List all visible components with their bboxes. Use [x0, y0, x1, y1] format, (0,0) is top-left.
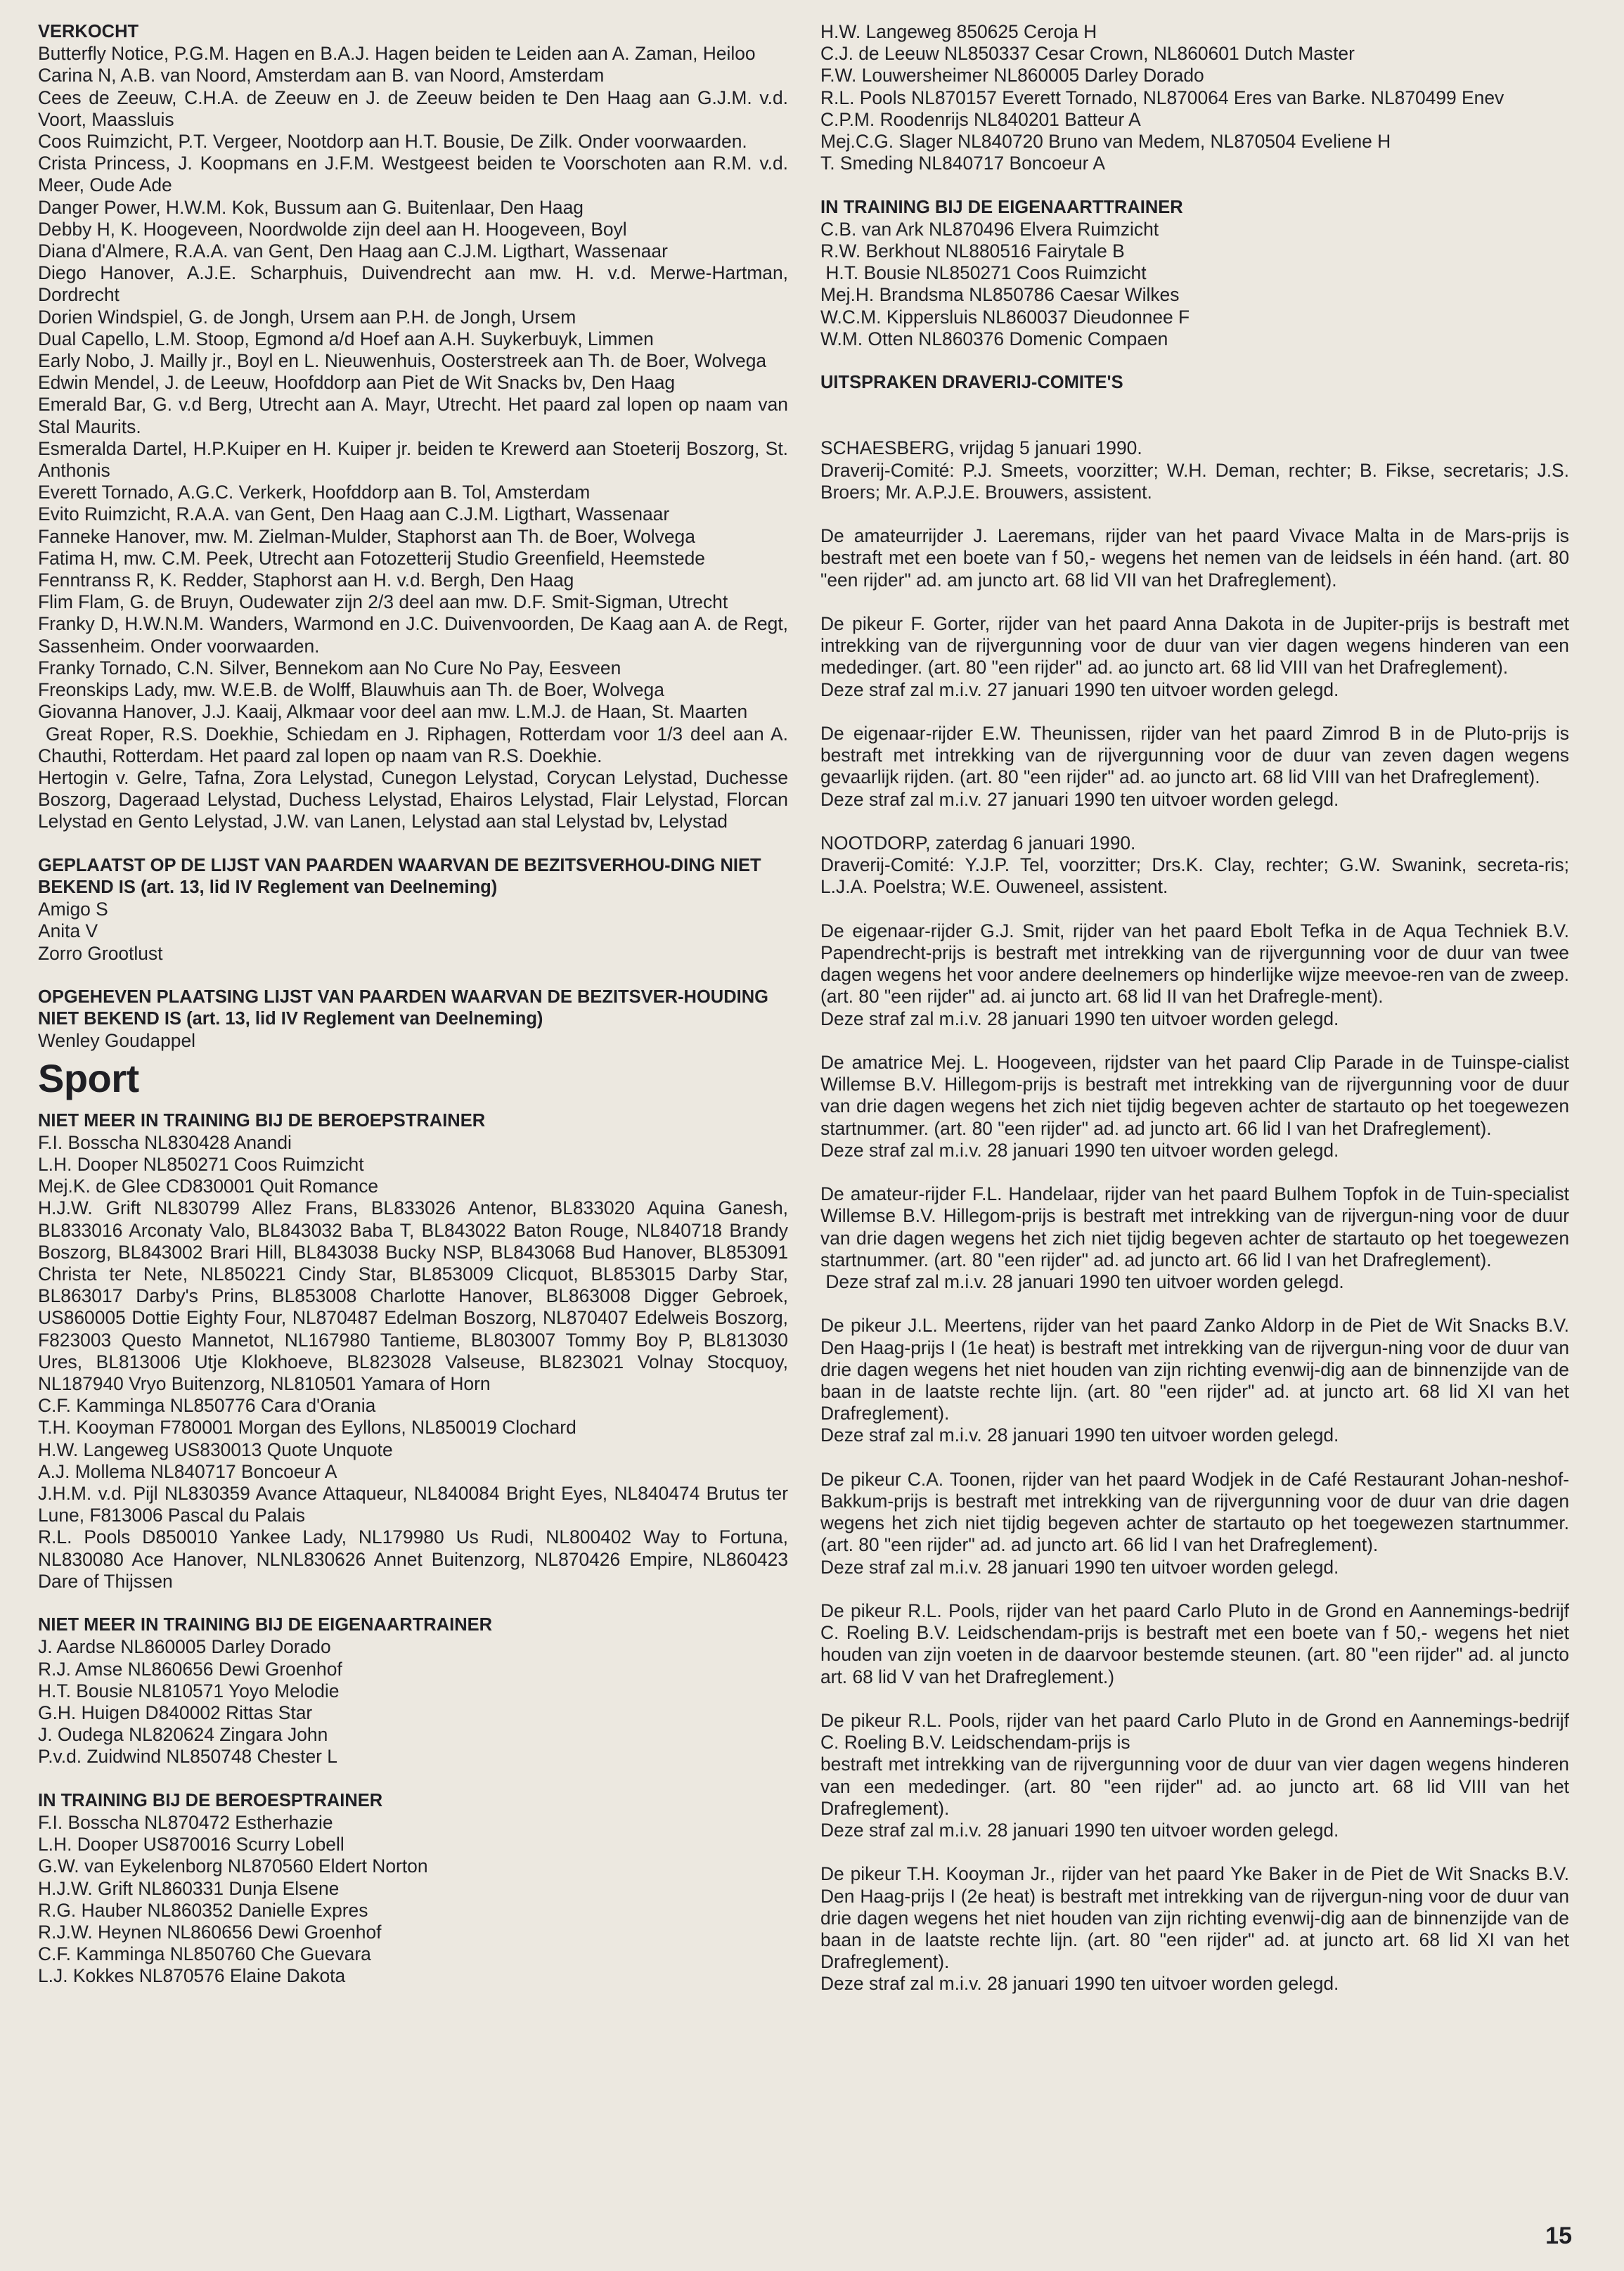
ruling	[820, 920, 1575, 1030]
schaesberg-comite: Draverij-Comité: P.J. Smeets, voorzitter; W.H. Deman, rechter; B. Fikse, secretaris; J.S. Broers; Mr. A.P.J.E. Brouwers, assistent.	[820, 459, 1569, 503]
list-item: Edwin Mendel, J. de Leeuw, Hoofddorp aan Piet de Wit Snacks bv, Den Haag	[38, 372, 676, 394]
ruling	[820, 1600, 1575, 1688]
list-item: Esmeralda Dartel, H.P.Kuiper en H. Kuiper jr. beiden te Krewerd aan Stoeterij Boszorg, St. Anthonis	[38, 437, 792, 482]
ruling-text: De pikeur C.A. Toonen, rijder van het paard Wodjek in de Café Restaurant Johan-neshof-Bakkum-prijs is bestraft met intrekking van de rijvergunning voor de duur van drie dagen wegens het zich niet tijdig begeven achter de startauto op het toegewezen startnummer. (art. 80 "een rijder" ad. ad juncto art. 66 lid I van het Drafreglement).	[820, 1468, 1575, 1556]
list-item: L.H. Dooper US870016 Scurry Lobell	[38, 1834, 344, 1855]
list-item: W.C.M. Kippersluis NL860037 Dieudonnee F	[820, 306, 1190, 328]
ruling-text: De pikeur T.H. Kooyman Jr., rijder van het paard Yke Baker in de Piet de Wit Snacks B.V. Den Haag-prijs I (2e heat) is bestraft met intrekking van de rijvergun-ning voor de duur van drie dagen wegens het niet houden van zijn richting evenwij-dig aan de binnenzijde van de baan in de laatste rechte lijn. (art. 80 "een rijder" ad. at juncto art. 68 lid XI van het Drafreglement).	[820, 1863, 1575, 1973]
ruling	[820, 1183, 1575, 1293]
list-item: F.I. Bosscha NL830428 Anandi	[38, 1131, 292, 1153]
niet-meer-beroepstrainer-list	[38, 1131, 794, 1593]
schaesberg-header: SCHAESBERG, vrijdag 5 januari 1990.	[820, 437, 1142, 459]
list-item: Danger Power, H.W.M. Kok, Bussum aan G. Buitenlaar, Den Haag	[38, 196, 584, 218]
niet-meer-beroepstrainer-heading: NIET MEER IN TRAINING BIJ DE BEROEPSTRAINER	[38, 1110, 486, 1131]
list-item: Early Nobo, J. Mailly jr., Boyl en L. Nieuwenhuis, Oosterstreek aan Th. de Boer, Wolvega	[38, 350, 767, 372]
list-item: Coos Ruimzicht, P.T. Vergeer, Nootdorp aan H.T. Bousie, De Zilk. Onder voorwaarden.	[38, 131, 747, 153]
ruling-text: De eigenaar-rijder E.W. Theunissen, rijder van het paard Zimrod B in de Pluto-prijs is bestraft met intrekking van de rijvergunning voor de duur van zeven dagen wegens gevaarlijk rijden. (art. 80 "een rijder" ad. ao juncto art. 68 lid VIII van het Drafreglement).	[820, 723, 1575, 788]
ruling	[820, 525, 1575, 591]
ruling-text: De pikeur J.L. Meertens, rijder van het paard Zanko Aldorp in de Piet de Wit Snacks B.V. Den Haag-prijs I (1e heat) is bestraft met intrekking van de rijvergun-ning voor de duur van drie dagen wegens het niet houden van zijn richting evenwij-dig aan de binnenzijde van de baan in de laatste rechte lijn. (art. 80 "een rijder" ad. at juncto art. 68 lid XI van het Drafreglement).	[820, 1315, 1575, 1424]
list-item: Mej.K. de Glee CD830001 Quit Romance	[38, 1176, 379, 1197]
list-item: Evito Ruimzicht, R.A.A. van Gent, Den Haag aan C.J.M. Ligthart, Wassenaar	[38, 503, 670, 525]
list-item: J.H.M. v.d. Pijl NL830359 Avance Attaqueur, NL840084 Bright Eyes, NL840474 Brutus ter Lune, F813006 Pascal du Palais	[38, 1482, 794, 1526]
schaesberg-rulings	[820, 525, 1575, 811]
nootdorp-comite: Draverij-Comité: Y.J.P. Tel, voorzitter; Drs.K. Clay, rechter; G.W. Swanink, secreta-ris; L.J.A. Poelstra; W.E. Ouweneel, assistent.	[820, 854, 1569, 898]
list-item: Emerald Bar, G. v.d Berg, Utrecht aan A. Mayr, Utrecht. Het paard zal lopen op naam van Stal Maurits.	[38, 394, 794, 437]
list-item: Cees de Zeeuw, C.H.A. de Zeeuw en J. de Zeeuw beiden te Den Haag aan G.J.M. v.d. Voort, Maassluis	[38, 86, 794, 130]
ruling	[820, 723, 1575, 811]
list-item: H.W. Langeweg US830013 Quote Unquote	[38, 1439, 393, 1460]
list-item: L.H. Dooper NL850271 Coos Ruimzicht	[38, 1153, 364, 1175]
list-item: R.L. Pools NL870157 Everett Tornado, NL870064 Eres van Barke. NL870499 Enev	[820, 86, 1504, 108]
ruling-note: Deze straf zal m.i.v. 28 januari 1990 ten uitvoer worden gelegd.	[820, 1139, 1339, 1161]
list-item: C.F. Kamminga NL850760 Che Guevara	[38, 1943, 371, 1965]
list-item: Fenntranss R, K. Redder, Staphorst aan H. v.d. Bergh, Den Haag	[38, 570, 574, 591]
list-item: Mej.H. Brandsma NL850786 Caesar Wilkes	[820, 284, 1180, 306]
list-item: J. Oudega NL820624 Zingara John	[38, 1724, 328, 1746]
list-item: Dorien Windspiel, G. de Jongh, Ursem aan P.H. de Jongh, Ursem	[38, 306, 576, 328]
in-training-beroesptrainer-list-a	[38, 1812, 788, 1988]
opgeheven-heading: OPGEHEVEN PLAATSING LIJST VAN PAARDEN WAARVAN DE BEZITSVER-HOUDING NIET BEKEND IS (art. 13, lid IV Reglement van Deelneming)	[38, 986, 768, 1029]
list-item: Mej.C.G. Slager NL840720 Bruno van Medem, NL870504 Eveliene H	[820, 131, 1391, 153]
list-item: Amigo S	[38, 899, 108, 920]
ruling-note: Deze straf zal m.i.v. 27 januari 1990 ten uitvoer worden gelegd.	[820, 678, 1339, 700]
list-item: C.P.M. Roodenrijs NL840201 Batteur A	[820, 108, 1141, 130]
list-item: Wenley Goudappel	[38, 1030, 195, 1052]
in-training-beroesptrainer-heading: IN TRAINING BIJ DE BEROESPTRAINER	[38, 1790, 383, 1810]
left-column	[38, 21, 794, 1988]
in-training-beroesptrainer-list-b	[820, 21, 1569, 174]
list-item: W.M. Otten NL860376 Domenic Compaen	[820, 328, 1168, 349]
geplaatst-heading: GEPLAATST OP DE LIJST VAN PAARDEN WAARVAN DE BEZITSVERHOU-DING NIET BEKEND IS (art. 13, lid IV Reglement van Deelneming)	[38, 855, 761, 897]
list-item: Carina N, A.B. van Noord, Amsterdam aan B. van Noord, Amsterdam	[38, 65, 605, 86]
list-item: Crista Princess, J. Koopmans en J.F.M. Westgeest beiden te Voorschoten aan R.M. v.d. Meer, Oude Ade	[38, 153, 794, 196]
ruling	[820, 1315, 1575, 1446]
list-item: H.J.W. Grift NL830799 Allez Frans, BL833026 Antenor, BL833020 Aquina Ganesh, BL833016 Arconaty Valo, BL843032 Baba T, BL843022 Baton Rouge, NL840718 Brandy Boszorg, BL843002 Brari Hill, BL843038 Bucky NSP, BL843068 Bud Hanover, BL853091 Christa ter Nete, NL850221 Cindy Star, BL853009 Clicquot, BL853015 Darby Star, BL863017 Darby's Prins, BL853008 Charlotte Hanover, BL863008 Digger Gebroek, US860005 Dottie Eighty Four, NL870487 Edelman Boszorg, NL870407 Edelweis Boszorg, F823003 Questo Mannetot, NL167980 Tantieme, BL803007 Tommy Boy P, BL813030 Ures, BL813006 Utje Klokhoeve, BL823028 Valseuse, BL823021 Volnay Stocquoy, NL187940 Vryo Buitenzorg, NL810501 Yamara of Horn	[38, 1197, 794, 1394]
list-item: H.T. Bousie NL810571 Yoyo Melodie	[38, 1680, 340, 1701]
list-item: Freonskips Lady, mw. W.E.B. de Wolff, Blauwhuis aan Th. de Boer, Wolvega	[38, 679, 664, 701]
niet-meer-eigenaartrainer-list	[38, 1636, 788, 1768]
list-item: R.W. Berkhout NL880516 Fairytale B	[820, 240, 1125, 262]
page-number: 15	[1545, 2222, 1572, 2249]
list-item: H.J.W. Grift NL860331 Dunja Elsene	[38, 1877, 340, 1899]
list-item: R.L. Pools D850010 Yankee Lady, NL179980 Us Rudi, NL800402 Way to Fortuna, NL830080 Ace Hanover, NLNL830626 Annet Buitenzorg, NL870426 Empire, NL860423 Dare of Thijssen	[38, 1526, 794, 1592]
ruling-note: Deze straf zal m.i.v. 28 januari 1990 ten uitvoer worden gelegd.	[820, 1271, 1344, 1293]
list-item: T. Smeding NL840717 Boncoeur A	[820, 153, 1105, 174]
list-item: Fanneke Hanover, mw. M. Zielman-Mulder, Staphorst aan Th. de Boer, Wolvega	[38, 525, 695, 547]
list-item: Flim Flam, G. de Bruyn, Oudewater zijn 2/3 deel aan mw. D.F. Smit-Sigman, Utrecht	[38, 591, 728, 613]
ruling-note: Deze straf zal m.i.v. 28 januari 1990 ten uitvoer worden gelegd.	[820, 1820, 1339, 1841]
list-item: Zorro Grootlust	[38, 942, 163, 964]
list-item: Fatima H, mw. C.M. Peek, Utrecht aan Fotozetterij Studio Greenfield, Heemstede	[38, 547, 705, 569]
list-item: Great Roper, R.S. Doekhie, Schiedam en J. Riphagen, Rotterdam voor 1/3 deel aan A. Chauthi, Rotterdam. Het paard zal lopen op naam van R.S. Doekhie.	[38, 723, 794, 766]
list-item: Debby H, K. Hoogeveen, Noordwolde zijn deel aan H. Hoogeveen, Boyl	[38, 218, 627, 240]
list-item: F.W. Louwersheimer NL860005 Darley Dorado	[820, 65, 1204, 86]
ruling-text: De amatrice Mej. L. Hoogeveen, rijdster van het paard Clip Parade in de Tuinspe-cialist Willemse B.V. Hillegom-prijs is bestraft met intrekking van de rijvergunning voor de duur van drie dagen wegens het zich niet tijdig begeven achter de startauto op het toegewezen startnummer. (art. 80 "een rijder" ad. ad juncto art. 66 lid I van het Drafreglement).	[820, 1052, 1575, 1139]
list-item: H.T. Bousie NL850271 Coos Ruimzicht	[820, 262, 1147, 284]
verkocht-heading: VERKOCHT	[38, 22, 139, 41]
list-item: C.B. van Ark NL870496 Elvera Ruimzicht	[820, 218, 1159, 240]
ruling-text: De pikeur R.L. Pools, rijder van het paard Carlo Pluto in de Grond en Aannemings-bedrijf C. Roeling B.V. Leidschendam-prijs is bestraft met intrekking van de rijvergunning voor de duur van vier dagen wegens hinderen van een mededinger. (art. 80 "een rijder" ad. ao juncto art. 68 lid VIII van het Drafreglement).	[820, 1710, 1569, 1819]
ruling	[820, 1863, 1575, 1995]
ruling-text: De amateurrijder J. Laeremans, rijder van het paard Vivace Malta in de Mars-prijs is bestraft met een boete van f 50,- wegens het nemen van de leidsels in één hand. (art. 80 "een rijder" ad. am juncto art. 68 lid VII van het Drafreglement).	[820, 525, 1575, 591]
ruling-text: De amateur-rijder F.L. Handelaar, rijder van het paard Bulhem Topfok in de Tuin-specialist Willemse B.V. Hillegom-prijs is bestraft met intrekking van de rijvergun-ning voor de duur van drie dagen wegens het zich niet tijdig begeven achter de startauto op het toegewezen startnummer. (art. 80 "een rijder" ad. ad juncto art. 66 lid I van het Drafreglement).	[820, 1183, 1575, 1270]
list-item: Franky D, H.W.N.M. Wanders, Warmond en J.C. Duivenvoorden, De Kaag aan A. de Regt, Sassenheim. Onder voorwaarden.	[38, 613, 794, 657]
in-training-eigenaarttrainer-list	[820, 219, 1569, 350]
list-item: R.G. Hauber NL860352 Danielle Expres	[38, 1899, 368, 1921]
list-item: H.W. Langeweg 850625 Ceroja H	[820, 21, 1097, 42]
list-item: R.J.W. Heynen NL860656 Dewi Groenhof	[38, 1922, 382, 1943]
nootdorp-header: NOOTDORP, zaterdag 6 januari 1990.	[820, 832, 1136, 854]
list-item: L.J. Kokkes NL870576 Elaine Dakota	[38, 1965, 346, 1987]
list-item: C.F. Kamminga NL850776 Cara d'Orania	[38, 1395, 376, 1417]
list-item: Everett Tornado, A.G.C. Verkerk, Hoofddorp aan B. Tol, Amsterdam	[38, 482, 591, 503]
nootdorp-rulings	[820, 920, 1575, 1995]
ruling-note: Deze straf zal m.i.v. 27 januari 1990 ten uitvoer worden gelegd.	[820, 788, 1339, 810]
list-item: J. Aardse NL860005 Darley Dorado	[38, 1636, 331, 1658]
right-column	[820, 21, 1575, 1995]
ruling	[820, 613, 1575, 701]
sport-title: Sport	[38, 1055, 139, 1100]
ruling	[820, 1052, 1575, 1162]
ruling	[820, 1710, 1569, 1841]
ruling-note: Deze straf zal m.i.v. 28 januari 1990 ten uitvoer worden gelegd.	[820, 1008, 1339, 1029]
list-item: A.J. Mollema NL840717 Boncoeur A	[38, 1460, 337, 1482]
list-item: Giovanna Hanover, J.J. Kaaij, Alkmaar voor deel aan mw. L.M.J. de Haan, St. Maarten	[38, 701, 748, 723]
list-item: R.J. Amse NL860656 Dewi Groenhof	[38, 1658, 342, 1680]
opgeheven-list	[38, 1030, 788, 1052]
list-item: Diana d'Almere, R.A.A. van Gent, Den Haag aan C.J.M. Ligthart, Wassenaar	[38, 240, 668, 262]
uitspraken-heading: UITSPRAKEN DRAVERIJ-COMITE'S	[820, 373, 1123, 393]
ruling-note: Deze straf zal m.i.v. 28 januari 1990 ten uitvoer worden gelegd.	[820, 1973, 1339, 1995]
list-item: C.J. de Leeuw NL850337 Cesar Crown, NL860601 Dutch Master	[820, 43, 1355, 65]
list-item: Anita V	[38, 920, 98, 942]
ruling-text: De pikeur R.L. Pools, rijder van het paard Carlo Pluto in de Grond en Aannemings-bedrijf C. Roeling B.V. Leidschendam-prijs is bestraft met een boete van f 50,- wegens het niet houden van zijn voeten in de daarvoor bestemde steunen. (art. 80 "een rijder" ad. al juncto art. 68 lid V van het Drafreglement.)	[820, 1600, 1575, 1687]
ruling-text: De eigenaar-rijder G.J. Smit, rijder van het paard Ebolt Tefka in de Aqua Techniek B.V. Papendrecht-prijs is bestraft met intrekking van de rijvergunning voor de duur van twee dagen wegens het voor andere deelnemers op hinderlijke wijze meevoe-ren van de zweep. (art. 80 "een rijder" ad. ai juncto art. 68 lid II van het Drafregle-ment).	[820, 920, 1575, 1008]
list-item: Diego Hanover, A.J.E. Scharphuis, Duivendrecht aan mw. H. v.d. Merwe-Hartman, Dordrecht	[38, 262, 794, 306]
geplaatst-list	[38, 899, 788, 965]
verkocht-list	[38, 43, 794, 832]
ruling-note: Deze straf zal m.i.v. 28 januari 1990 ten uitvoer worden gelegd.	[820, 1556, 1339, 1578]
list-item: Franky Tornado, C.N. Silver, Bennekom aan No Cure No Pay, Eesveen	[38, 657, 621, 678]
list-item: F.I. Bosscha NL870472 Estherhazie	[38, 1811, 333, 1833]
list-item: Dual Capello, L.M. Stoop, Egmond a/d Hoef aan A.H. Suykerbuyk, Limmen	[38, 328, 654, 349]
list-item: Hertogin v. Gelre, Tafna, Zora Lelystad, Cunegon Lelystad, Corycan Lelystad, Duchesse Boszorg, Dageraad Lelystad, Duchess Lelystad, Ehairos Lelystad, Flair Lelystad, Florcan Lelystad en Gento Lelystad, J.W. van Lanen, Lelystad aan stal Lelystad bv, Lelystad	[38, 766, 794, 832]
list-item: P.v.d. Zuidwind NL850748 Chester L	[38, 1746, 337, 1768]
list-item: G.W. van Eykelenborg NL870560 Eldert Norton	[38, 1855, 428, 1877]
ruling-text: De pikeur F. Gorter, rijder van het paard Anna Dakota in de Jupiter-prijs is bestraft met intrekking van de rijvergunning voor de duur van vier dagen wegens hinderen van een mededinger. (art. 80 "een rijder" ad. ao juncto art. 68 lid VIII van het Drafreglement).	[820, 613, 1575, 678]
list-item: T.H. Kooyman F780001 Morgan des Eyllons, NL850019 Clochard	[38, 1417, 576, 1439]
list-item: Butterfly Notice, P.G.M. Hagen en B.A.J. Hagen beiden te Leiden aan A. Zaman, Heiloo	[38, 43, 756, 65]
niet-meer-eigenaartrainer-heading: NIET MEER IN TRAINING BIJ DE EIGENAARTRAINER	[38, 1615, 493, 1635]
ruling-note: Deze straf zal m.i.v. 28 januari 1990 ten uitvoer worden gelegd.	[820, 1424, 1339, 1446]
list-item: G.H. Huigen D840002 Rittas Star	[38, 1701, 313, 1723]
in-training-eigenaarttrainer-heading: IN TRAINING BIJ DE EIGENAARTTRAINER	[820, 197, 1183, 217]
ruling	[820, 1468, 1575, 1578]
